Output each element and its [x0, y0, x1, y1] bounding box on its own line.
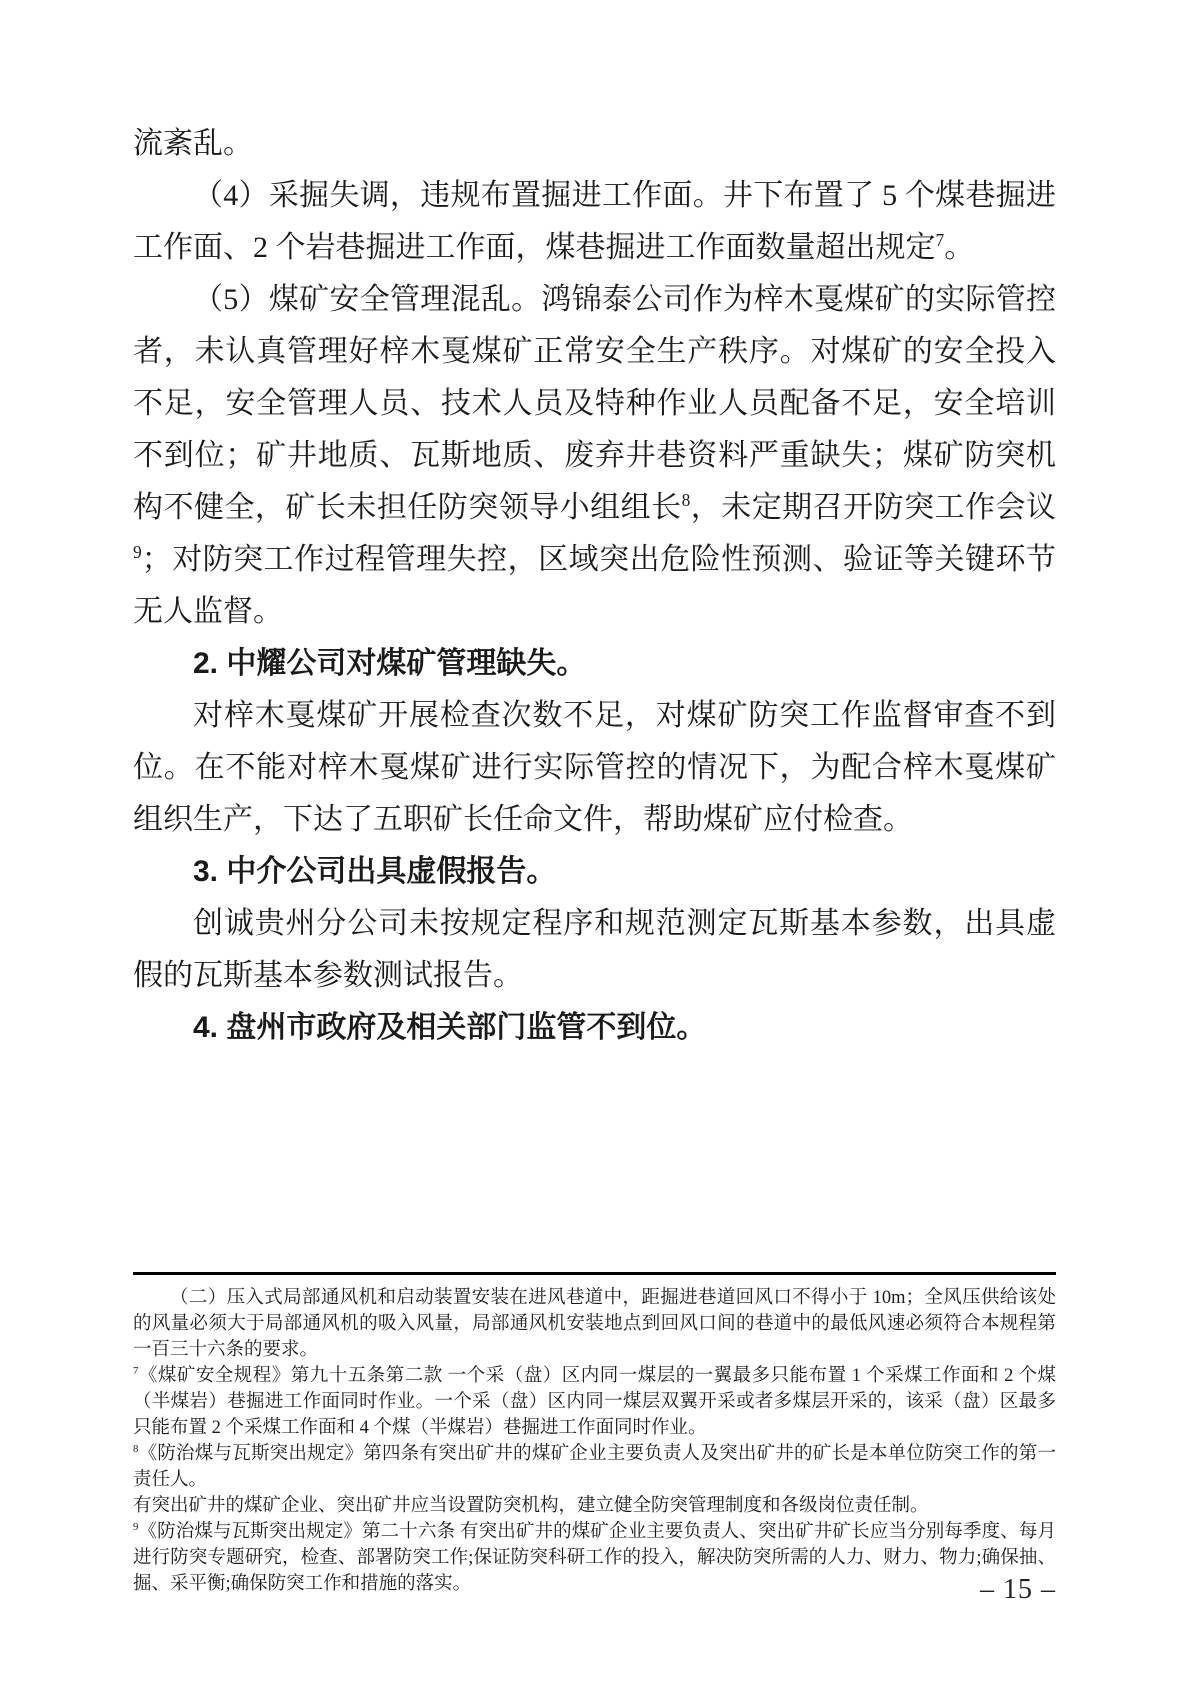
text-run: 流紊乱。	[133, 127, 253, 160]
text-run: （二）压入式局部通风机和启动装置安装在进风巷道中，距掘进巷道回风口不得小于 10m；全风压供给该处的风量必须大于局部通风机的吸入风量，局部通风机安装地点到回风口间的巷道中的最低风速必须符合本规程第一百三十六条的要求。	[133, 1288, 1056, 1360]
section-heading	[133, 846, 1056, 898]
text-run: 《防治煤与瓦斯突出规定》第四条有突出矿井的煤矿企业主要负责人及突出矿井的矿长是本单位防突工作的第一责任人。	[133, 1444, 1056, 1490]
footnote-line	[133, 1363, 1056, 1441]
footnote-line	[133, 1285, 1056, 1363]
text-run: 《煤矿安全规程》第九十五条第二款 一个采（盘）区内同一煤层的一翼最多只能布置 1 个采煤工作面和 2 个煤（半煤岩）巷掘进工作面同时作业。一个采（盘）区内同一煤层双翼开采或者多煤层开采的，该采（盘）区最多只能布置 2 个采煤工作面和 4 个煤（半煤岩）巷掘进工作面同时作业。	[133, 1366, 1056, 1438]
text-run: 2. 中耀公司对煤矿管理缺失。	[193, 647, 587, 680]
text-run: 。	[944, 231, 975, 264]
footnote-ref: 7	[935, 230, 945, 250]
paragraph	[133, 170, 1056, 274]
section-heading	[133, 638, 1056, 690]
text-run: 创诚贵州分公司未按规定程序和规范测定瓦斯基本参数，出具虚假的瓦斯基本参数测试报告。	[133, 907, 1056, 992]
text-run: 对梓木戛煤矿开展检查次数不足，对煤矿防突工作监督审查不到位。在不能对梓木戛煤矿进行实际管控的情况下，为配合梓木戛煤矿组织生产，下达了五职矿长任命文件，帮助煤矿应付检查。	[133, 699, 1056, 836]
paragraph	[133, 274, 1056, 638]
text-run: ，未定期召开防突工作会议	[690, 491, 1056, 524]
text-run: 4. 盘州市政府及相关部门监管不到位。	[193, 1011, 707, 1044]
page-number: – 15 –	[980, 1574, 1056, 1605]
text-run: （4）采掘失调，违规布置掘进工作面。井下布置了 5 个煤巷掘进工作面、2 个岩巷掘进工作面，煤巷掘进工作面数量超出规定	[133, 179, 1056, 264]
text-run: （5）煤矿安全管理混乱。鸿锦泰公司作为梓木戛煤矿的实际管控者，未认真管理好梓木戛煤矿正常安全生产秩序。对煤矿的安全投入不足，安全管理人员、技术人员及特种作业人员配备不足，安全培训不到位；矿井地质、瓦斯地质、废弃井巷资料严重缺失；煤矿防突机构不健全，矿长未担任防突领导小组组长	[133, 283, 1056, 524]
footnote-ref: 8	[133, 1442, 139, 1455]
footnote-ref: 9	[133, 542, 142, 562]
footnote-line	[133, 1493, 1056, 1519]
footnote-line	[133, 1441, 1056, 1493]
footnote-section	[133, 1272, 1056, 1597]
text-run: 《防治煤与瓦斯突出规定》第二十六条 有突出矿井的煤矿企业主要负责人、突出矿井矿长应当分别每季度、每月进行防突专题研究，检查、部署防突工作;保证防突科研工作的投入，解决防突所需的人力、财力、物力;确保抽、掘、采平衡;确保防突工作和措施的落实。	[133, 1522, 1056, 1594]
footnote-ref: 7	[133, 1364, 139, 1377]
footnote-separator	[133, 1272, 1056, 1275]
text-run: 3. 中介公司出具虚假报告。	[193, 855, 557, 888]
footnote-ref: 9	[133, 1520, 139, 1533]
text-run: 有突出矿井的煤矿企业、突出矿井应当设置防突机构，建立健全防突管理制度和各级岗位责任制。	[133, 1496, 929, 1516]
paragraph	[133, 898, 1056, 1002]
paragraph	[133, 118, 1056, 170]
body-text	[133, 118, 1056, 1054]
footnotes	[133, 1285, 1056, 1597]
footnote-line	[133, 1519, 1056, 1597]
section-heading	[133, 1002, 1056, 1054]
footnote-ref: 8	[681, 490, 691, 510]
text-run: ；对防突工作过程管理失控，区域突出危险性预测、验证等关键环节无人监督。	[133, 543, 1056, 628]
paragraph	[133, 690, 1056, 846]
